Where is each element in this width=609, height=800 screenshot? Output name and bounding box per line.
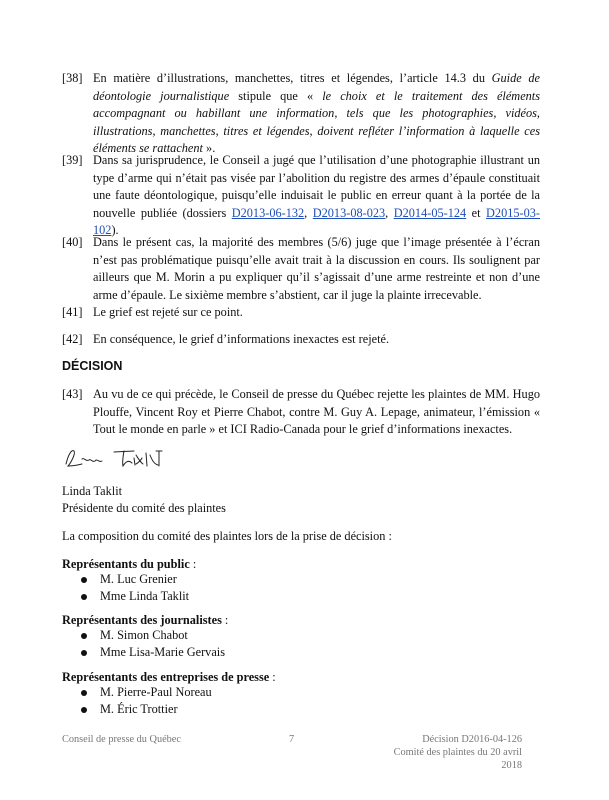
paragraph-text: Dans le présent cas, la majorité des membres (5/6) juge que l’image présentée à l’écran n’est pas problématique puisqu’elle avait trait à la discussion en cours. Ils soulignent par ailleurs que M. Morin a pu expliquer qu’il s’agissait d’une arme restreinte et non d’une arme d’épaule. Le sixième membre s’abstient, car il juge la plainte irrecevable.: [93, 235, 540, 302]
paragraph-38: [62, 70, 540, 158]
paragraph-text: En conséquence, le grief d’informations inexactes est rejeté.: [93, 332, 390, 346]
group-heading-press: [62, 670, 276, 685]
guide-title: Guide de déontologie journalistique: [93, 71, 540, 103]
handwritten-signature: [62, 442, 182, 472]
composition-intro: La composition du comité des plaintes lors de la prise de décision :: [62, 529, 392, 543]
group-heading-label: Représentants du public: [62, 557, 190, 571]
member-item: M. Simon Chabot: [80, 627, 225, 644]
footer-decision-number: Décision D2016-04-126: [422, 734, 522, 745]
footer-decision-info: [380, 733, 522, 772]
signatory-title: Présidente du comité des plaintes: [62, 501, 226, 515]
separator: ,: [304, 205, 313, 220]
group-heading-suffix: :: [221, 613, 229, 627]
paragraph-text: ».: [202, 141, 216, 155]
paragraph-41: [62, 304, 540, 322]
group-heading-public: [62, 557, 196, 572]
paragraph-number: [38]: [62, 71, 83, 85]
paragraph-text: stipule que «: [229, 88, 323, 103]
paragraph-text: Le grief est rejeté sur ce point.: [93, 305, 243, 319]
paragraph-43: [62, 386, 540, 439]
member-item: Mme Linda Taklit: [80, 588, 189, 605]
member-item: Mme Lisa-Marie Gervais: [80, 644, 225, 661]
group-heading-suffix: :: [189, 557, 197, 571]
paragraph-text: Dans sa jurisprudence, le Conseil a jugé que l’utilisation d’une photographie illustrant un type d’arme qui n’était pas visée par l’abolition du registre des armes d’épaule constituait une faute déontologique, puisqu’elle induisait le public en erreur quant à la portée de la nouvelle publiée (dossiers: [93, 153, 540, 220]
footer-organization: Conseil de presse du Québec: [62, 734, 181, 745]
paragraph-text: ).: [111, 223, 119, 237]
paragraph-number: [42]: [62, 332, 83, 346]
case-link-d2013-08-023[interactable]: D2013-08-023: [312, 205, 386, 220]
separator: et: [466, 205, 487, 220]
group-heading-label: Représentants des journalistes: [62, 613, 222, 627]
signatory-name: Linda Taklit: [62, 484, 123, 498]
decision-heading: DÉCISION: [62, 359, 123, 373]
member-item: M. Pierre-Paul Noreau: [80, 684, 212, 701]
member-list-journalists: [80, 627, 225, 661]
member-item: M. Éric Trottier: [80, 701, 212, 718]
case-link-d2015-03-102[interactable]: D2015-03-102: [93, 205, 541, 237]
paragraph-text: En matière d’illustrations, manchettes, titres et légendes, l’article 14.3 du: [93, 71, 492, 85]
case-link-d2014-05-124[interactable]: D2014-05-124: [393, 205, 467, 220]
group-heading-journalists: [62, 613, 228, 628]
member-item: M. Luc Grenier: [80, 571, 189, 588]
case-link-d2013-06-132[interactable]: D2013-06-132: [231, 205, 305, 220]
paragraph-number: [43]: [62, 387, 83, 401]
paragraph-42: [62, 331, 540, 349]
paragraph-number: [41]: [62, 305, 83, 319]
paragraph-text: Au vu de ce qui précède, le Conseil de presse du Québec rejette les plaintes de MM. Hugo Plouffe, Vincent Roy et Pierre Chabot, contre M. Guy A. Lepage, animateur, l’émission « Tout le monde en parle » et ICI Radio-Canada pour le grief d’informations inexactes.: [93, 387, 540, 436]
separator: ,: [385, 205, 394, 220]
group-heading-label: Représentants des entreprises de presse: [62, 670, 270, 684]
member-list-public: [80, 571, 189, 605]
footer-committee-date: Comité des plaintes du 20 avril 2018: [393, 747, 522, 771]
paragraph-number: [39]: [62, 153, 83, 167]
paragraph-39: [62, 152, 540, 240]
member-list-press: [80, 684, 212, 718]
footer-page-number: 7: [289, 734, 295, 745]
guide-quote: le choix et le traitement des éléments accompagnant ou habillant une information, tels que les photographies, vidéos, illustrations, manchettes, titres et légendes, doivent refléter l’information à laquelle ces éléments se rattachent: [93, 88, 541, 155]
group-heading-suffix: :: [269, 670, 276, 684]
paragraph-number: [40]: [62, 235, 83, 249]
paragraph-40: [62, 234, 540, 304]
